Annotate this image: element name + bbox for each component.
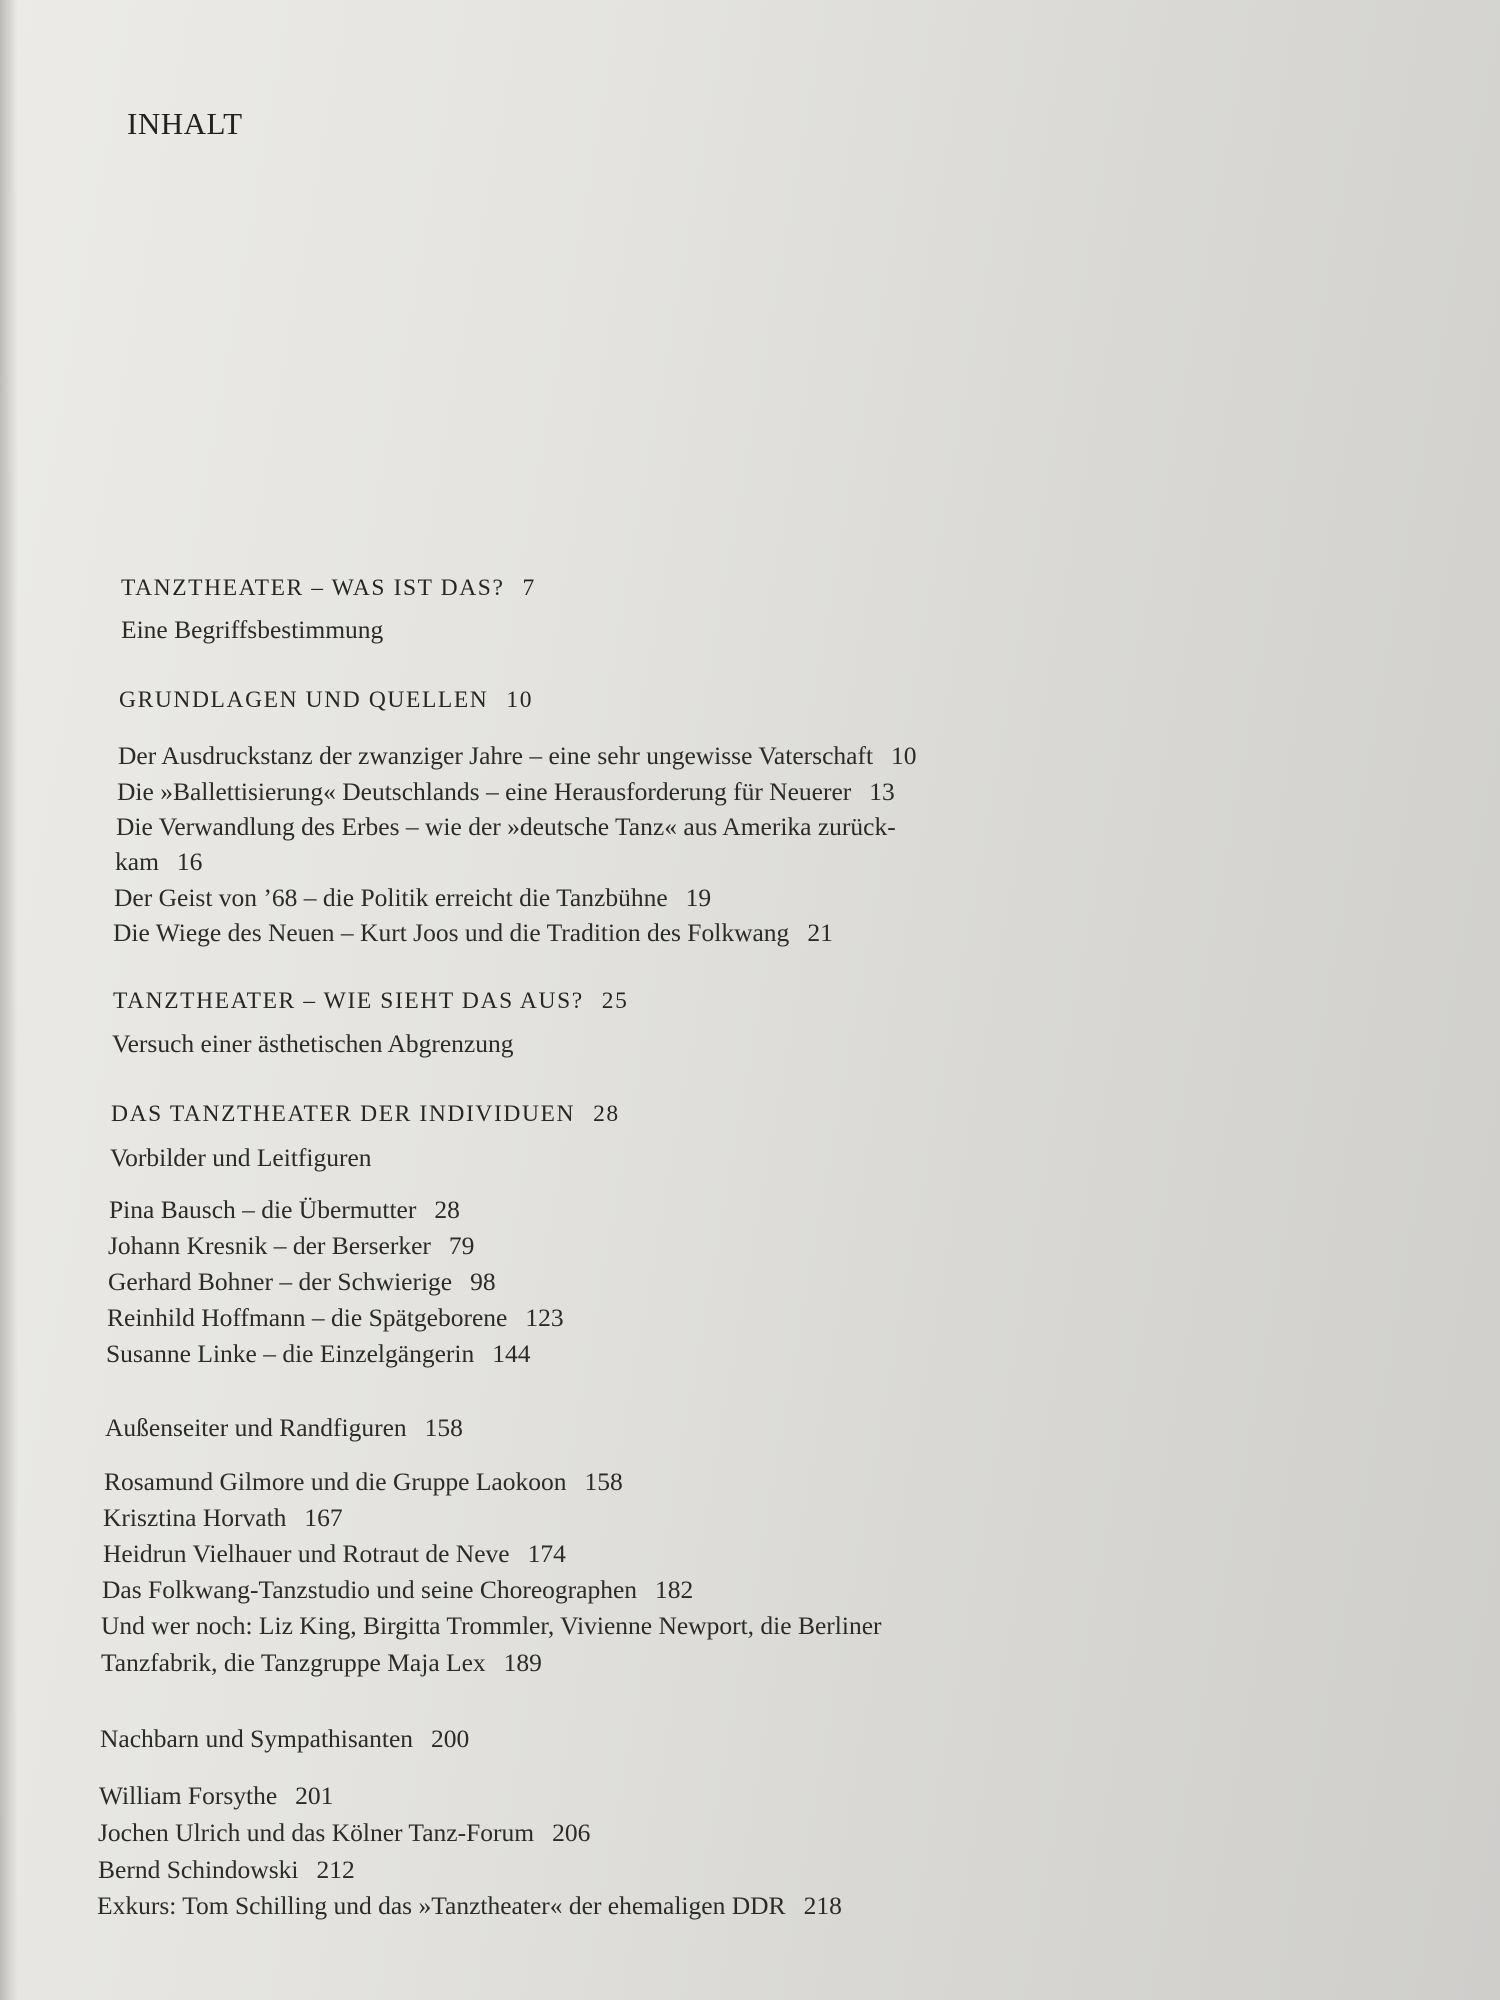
toc-entry — [117, 779, 895, 805]
toc-section-heading — [121, 577, 536, 601]
toc-entry — [109, 1197, 460, 1223]
toc-entry-title: Das Folkwang-Tanzstudio und seine Choreographen — [102, 1575, 638, 1604]
toc-page-number: 98 — [470, 1267, 496, 1296]
toc-page-number: 158 — [424, 1413, 463, 1442]
toc-entry — [97, 1893, 842, 1919]
toc-entry-title: Die Verwandlung des Erbes – wie der »deutsche Tanz« aus Amerika zurück- — [116, 812, 896, 841]
toc-page-number: 10 — [891, 741, 917, 770]
toc-entry-title: Die Wiege des Neuen – Kurt Joos und die Tradition des Folkwang — [113, 918, 790, 947]
toc-entry — [118, 743, 917, 769]
toc-section-heading — [111, 1103, 620, 1127]
toc-entry — [103, 1541, 566, 1567]
toc-entry-title: Rosamund Gilmore und die Gruppe Laokoon — [104, 1467, 567, 1496]
toc-page-number: 189 — [503, 1648, 542, 1677]
toc-entry — [113, 920, 833, 946]
toc-entry-title: Pina Bausch – die Übermutter — [109, 1195, 417, 1224]
toc-entry-title: Heidrun Vielhauer und Rotraut de Neve — [103, 1539, 510, 1568]
toc-entry — [108, 1269, 496, 1295]
toc-entry-title: Gerhard Bohner – der Schwierige — [108, 1267, 453, 1296]
toc-entry-title: William Forsythe — [99, 1781, 278, 1810]
toc-section-heading — [113, 990, 628, 1014]
toc-page-number: 206 — [552, 1818, 591, 1847]
toc-page-number: 25 — [601, 988, 629, 1014]
toc-page-number: 16 — [176, 847, 203, 876]
toc-section-title: Außenseiter und Randfiguren — [105, 1413, 407, 1442]
toc-page-number: 10 — [506, 687, 534, 713]
toc-entry-continuation — [115, 849, 202, 875]
toc-page-number: 19 — [685, 883, 712, 912]
toc-entry-title: Krisztina Horvath — [103, 1503, 287, 1532]
toc-entry-title: Exkurs: Tom Schilling und das »Tanztheater« der ehemaligen DDR — [97, 1891, 786, 1920]
toc-page-number: 158 — [584, 1467, 623, 1496]
toc-page-number: 144 — [492, 1339, 531, 1368]
toc-entry — [104, 1469, 623, 1495]
toc-section-title: TANZTHEATER – WIE SIEHT DAS AUS? — [113, 988, 584, 1014]
toc-entry — [107, 1305, 564, 1331]
toc-page-number: 167 — [304, 1503, 343, 1532]
toc-page-number: 79 — [448, 1231, 475, 1260]
toc-entry — [98, 1857, 355, 1883]
toc-entry-title: Bernd Schindowski — [98, 1855, 299, 1884]
toc-section-subtitle: Versuch einer ästhetischen Abgrenzung — [112, 1029, 514, 1058]
toc-entry — [101, 1613, 882, 1639]
toc-subsection-heading — [100, 1726, 469, 1752]
toc-page-number: 212 — [316, 1855, 355, 1884]
toc-page-number: 123 — [525, 1303, 564, 1332]
toc-subsection-heading — [105, 1415, 463, 1441]
toc-entry-title: Johann Kresnik – der Berserker — [108, 1231, 431, 1260]
toc-entry-title: Der Ausdruckstanz der zwanziger Jahre – eine sehr ungewisse Vaterschaft — [118, 741, 874, 770]
toc-entry-title: Jochen Ulrich und das Kölner Tanz-Forum — [98, 1818, 535, 1847]
toc-section-title: GRUNDLAGEN UND QUELLEN — [119, 687, 489, 713]
toc-page-number: 182 — [655, 1575, 694, 1604]
toc-page-number: 218 — [803, 1891, 842, 1920]
toc-section-title: TANZTHEATER – WAS IST DAS? — [121, 575, 505, 601]
toc-entry-title: Tanzfabrik, die Tanzgruppe Maja Lex — [101, 1648, 486, 1677]
toc-entry-title: Reinhild Hoffmann – die Spätgeborene — [107, 1303, 508, 1332]
toc-entry — [108, 1233, 474, 1259]
toc-entry-title: kam — [115, 847, 159, 876]
toc-page-number: 21 — [807, 918, 833, 947]
toc-entry — [98, 1820, 590, 1846]
toc-section-title: DAS TANZTHEATER DER INDIVIDUEN — [111, 1101, 576, 1127]
toc-section-title: Nachbarn und Sympathisanten — [100, 1724, 414, 1753]
toc-entry — [114, 885, 711, 911]
page-title: INHALT — [127, 106, 243, 141]
toc-entry — [99, 1783, 333, 1809]
toc-entry — [116, 814, 896, 840]
toc-page-number: 28 — [593, 1101, 620, 1127]
toc-entry-title: Die »Ballettisierung« Deutschlands – eine Herausforderung für Neuerer — [117, 777, 852, 806]
toc-section-subtitle: Vorbilder und Leitfiguren — [110, 1143, 372, 1172]
toc-entry-continuation — [101, 1650, 542, 1676]
toc-entry-title: Und wer noch: Liz King, Birgitta Trommler, Vivienne Newport, die Berliner — [101, 1611, 882, 1640]
toc-section-subtitle: Eine Begriffsbestimmung — [121, 615, 384, 644]
toc-page-number: 7 — [522, 575, 536, 601]
toc-entry — [102, 1577, 693, 1603]
toc-page-number: 13 — [869, 777, 895, 806]
toc-page-number: 28 — [434, 1195, 460, 1224]
toc-entry-title: Der Geist von ’68 – die Politik erreicht die Tanzbühne — [114, 883, 668, 912]
toc-section-heading — [119, 689, 533, 713]
toc-entry-title: Susanne Linke – die Einzelgängerin — [106, 1339, 475, 1368]
toc-page-number: 200 — [431, 1724, 470, 1753]
toc-page-number: 174 — [527, 1539, 566, 1568]
toc-entry — [106, 1341, 530, 1367]
page-edge-shadow — [0, 0, 18, 2000]
toc-page-number: 201 — [295, 1781, 334, 1810]
toc-entry — [103, 1505, 343, 1531]
